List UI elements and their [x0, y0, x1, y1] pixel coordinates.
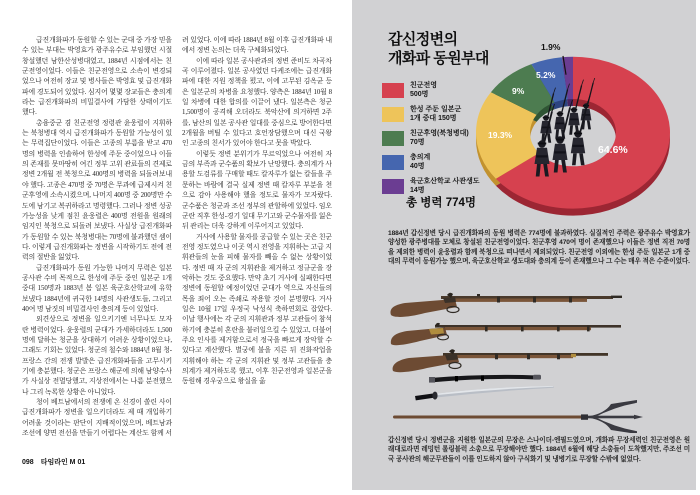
marching-soldiers-illustration — [520, 78, 612, 178]
total-troops-label: 총 병력 774명 — [406, 197, 477, 209]
trident-dangpa-illustration — [393, 400, 643, 433]
color-swatch — [382, 155, 404, 170]
legend-label: 친군후영(북청병대) 70명 — [410, 130, 469, 146]
weapons-illustration — [385, 287, 647, 433]
left-page — [0, 0, 346, 495]
body-paragraph: 총융중군 겸 친군전영 정령관 윤웅렬이 지휘하는 북청병대 역시 급진개화파가 동원할 가능성이 있는 무력집단이었다. 이들은 고종의 부름을 받고 470명의 병력을 인솔하여 한성에 주둔 중이었으나 이들의 존재를 못마땅히 여긴 정부 고위 관료들의 견제로 정변 2개월 전 북청으로 400명의 병력을 되돌려보내야 했다. 고종은 470명 중 70명은 무과에 급제시켜 친군후영에 소속시켰으며, 나머지 400명 중 200명만 수도에 남기고 복귀하라고 명령했다. 그러나 정변 성공 가능성을 낮게 점친 윤웅렬은 400명 전원을 원래의 임지인 북청으로 되돌려 보냈다. 사실상 급진개화파가 동원할 수 있는 북청병대는 70명에 불과했던 셈이다. 이렇게 급진개화파는 정변을 시작하기도 전에 전력의 절반을 잃었다. — [22, 119, 172, 262]
body-paragraph: 이렇듯 정변 분위기가 무르익었으나 여전히 자금의 부족과 군수품의 확보가 난망했다. 충의계가 사용할 도검류를 구매할 때도 칼자루가 없는 칼들을 주문하는 바람에 결국 실제 정변 때 칼자루 부분을 천으로 감아 사용해야 했을 정도로 물자가 모자랐다. 군수품은 청군과 조선 정부의 관할하에 있었다. 임오군란 직후 한성-경기 일대 무기고와 군수물자를 잃은 뒤 관리는 더욱 강하게 이루어지고 있었다. — [182, 150, 332, 231]
rifle-snider-enfield-illustration — [391, 293, 622, 317]
pct-label-chunguigye: 5.2% — [536, 70, 556, 80]
body-paragraph: 급진개화파가 동원 가능한 나머지 무력은 일본 공사관 수비 목적으로 한성에 주둔 중인 일본군 1개 중대 150명과 1883년 봄 일본 육군호산학교에 유학보냈다 1884년에 귀국한 14명의 사관생도들, 그리고 40여 명 남짓의 비밀결사인 충의계 등이 있었다. — [22, 264, 172, 313]
scabbard-illustration — [429, 375, 541, 383]
sword-katana-illustration — [415, 386, 554, 400]
color-swatch — [382, 83, 404, 98]
book-series-label: 타임라인 M 01 — [40, 459, 86, 466]
color-swatch — [382, 179, 404, 194]
pct-label-japanese-company: 19.3% — [488, 130, 513, 140]
color-swatch — [382, 107, 404, 122]
pct-label-chingunhuyeong: 9% — [512, 86, 525, 96]
body-text-columns — [22, 36, 332, 452]
musket-flintlock-illustration — [391, 323, 621, 345]
legend-label: 친군전영 500명 — [410, 82, 438, 98]
legend-label: 육군호산학교 사관생도 14명 — [410, 178, 480, 194]
rifle-percussion-illustration — [393, 349, 608, 372]
pct-label-chingunjeonyeong: 64.6% — [598, 144, 628, 156]
color-swatch — [382, 131, 404, 146]
chart-description: 1884년 갑신정변 당시 급진개화파의 동원 병력은 774명에 불과하였다. 실질적인 주력은 광주유수 박영효가 양성한 광주병대를 모체로 창설된 친군전영이었다. 친군후영 470여 명이 존재했으나 이들은 정변 직전 70명을 제외한 병력이 윤웅렬과 함께 북청으로 떠나면서 제외되었다. 친군전영 이외에는 한성 주둔 일본군 1개 중대의 무력이 동원가능 했으며, 육군호산학교 생도대와 충의계 등이 존재했으나 그 수는 매우 적은 수준이었다. — [388, 230, 690, 265]
body-paragraph: 이에 따라 일본 공사관과의 정변 준비도 차곡차곡 이루어졌다. 일본 공사였던 다케조에는 급진개화파에 대한 지원 정책을 폈고, 이에 고무된 김옥균 등은 일본군의 차병을 요청했다. 양측은 1884년 10월 8일 차병에 대한 합의를 이끌어 냈다. 일본측은 청군 1,500명이 공격해 오더라도 북악산에 의거하면 2주를, 남산의 일본 공사관 일대를 중심으로 방어한다면 2개월을 버틸 수 있다고 호언장담했으며 대신 국왕인 고종의 친서가 있어야 한다고 못을 박았다. — [182, 57, 332, 148]
weapons-caption: 갑신정변 당시 정변군을 지원한 일본군의 무장은 스나이더-엔필드였으며, 개화파 무장세력인 친군전영은 원래대로라면 레밍턴 롤링블럭 소총으로 무장해야만 했다. 1884년 6월에 해당 소총들이 도착했지만, 주조선 미국 공사관의 해군무관들이 이를 인도하지 않아 구식화기 및 냉병기로 무장할 수밖에 없었다. — [388, 437, 690, 463]
body-paragraph: 거사에 사용할 물자를 공급할 수 있는 곳은 친군전영 정도였으나 이곳 역시 전영을 지휘하는 고급 지휘관들의 눈을 피해 물자를 빼올 수 없는 상황이었다. 정변 때 자 군의 지휘관을 제거하고 정규군을 장악하는 것도 중요했다. 만약 초기 거사에 실패한다면 정변에 동원할 예정이었던 군대가 역으로 자신들의 목을 죄어 오는 족쇄로 작용할 것이 분명했다. 거사일은 10월 17일 우정국 낙성식 축하연회로 잡았다. 이날 행사에는 각 군의 지휘관과 정부 고관들이 참석하기에 충분히 혼란을 불러일으킬 수 있었고, 더불어 주요 인사를 제거함으로서 정국을 빠르게 장악할 수 있다고 계산했다. 별궁에 불을 지른 뒤 진화작업을 지휘해야 하는 각 군의 지휘관 및 정부 고관들을 충의계가 제거하도록 했고, 이후 친군전영과 일본군을 동원해 경우궁으로 왕실을 옮 — [182, 233, 332, 386]
body-paragraph: 외견상으로 정변을 일으키기엔 너무나도 모자란 병력이었다. 윤웅렬의 군대가 가세하더라도 1,500명에 달하는 청군을 상대하기 어려운 상황이었으나, 그래도 기회는 있었다. 청군의 철수와 1884년 8월 청-프랑스 간의 전쟁 발발은 급진개화파들을 고무시키기에 충분했다. 청군은 프랑스 해군에 의해 남양수사가 사실상 전멸당했고, 지상전에서는 나름 분전했으나 그리 녹록한 상황은 아니었다. — [22, 316, 172, 396]
legend-label: 한성 주둔 일본군 1개 중대 150명 — [410, 106, 462, 122]
page-footer — [22, 457, 92, 467]
body-paragraph: 청이 베트남에서의 전쟁에 온 신경이 쏠린 사이 급진개화파가 정변을 일으키더라도 제 때 개입하기 어려울 것이라는 판단이 지배적이었으며, 베트남과 조선에 양면 전선을 만들기 어렵다는 계산도 함께 서려 있었다. 이에 따라 1884년 8월 이후 급진개화파 내에서 정변 논의는 더욱 구체화되었다. — [22, 37, 332, 438]
infographic-title: 갑신정변의 개화파 동원부대 — [388, 31, 489, 67]
body-paragraph: 급진개화파가 동원할 수 있는 군대 중 가장 믿을 수 있는 부대는 박영효가 광주유수로 부임했던 시절 창설했던 남한산성병대였고, 1884년 시점에서는 친군전영이었다. 이들은 친군전영으로 소속이 변경되었으나 여전히 장교 및 병사들은 박영효 및 급진개화파에 경도되어 있었다. 심지어 몇몇 장교들은 충의계라는 급진개화파의 비밀결사에 가담한 상태이기도 했다. — [22, 37, 172, 117]
infographic-page — [352, 0, 696, 490]
pct-label-cadets: 1.9% — [541, 42, 561, 52]
page-number: 098 — [22, 459, 34, 466]
legend-label: 충의계 40명 — [410, 154, 431, 170]
